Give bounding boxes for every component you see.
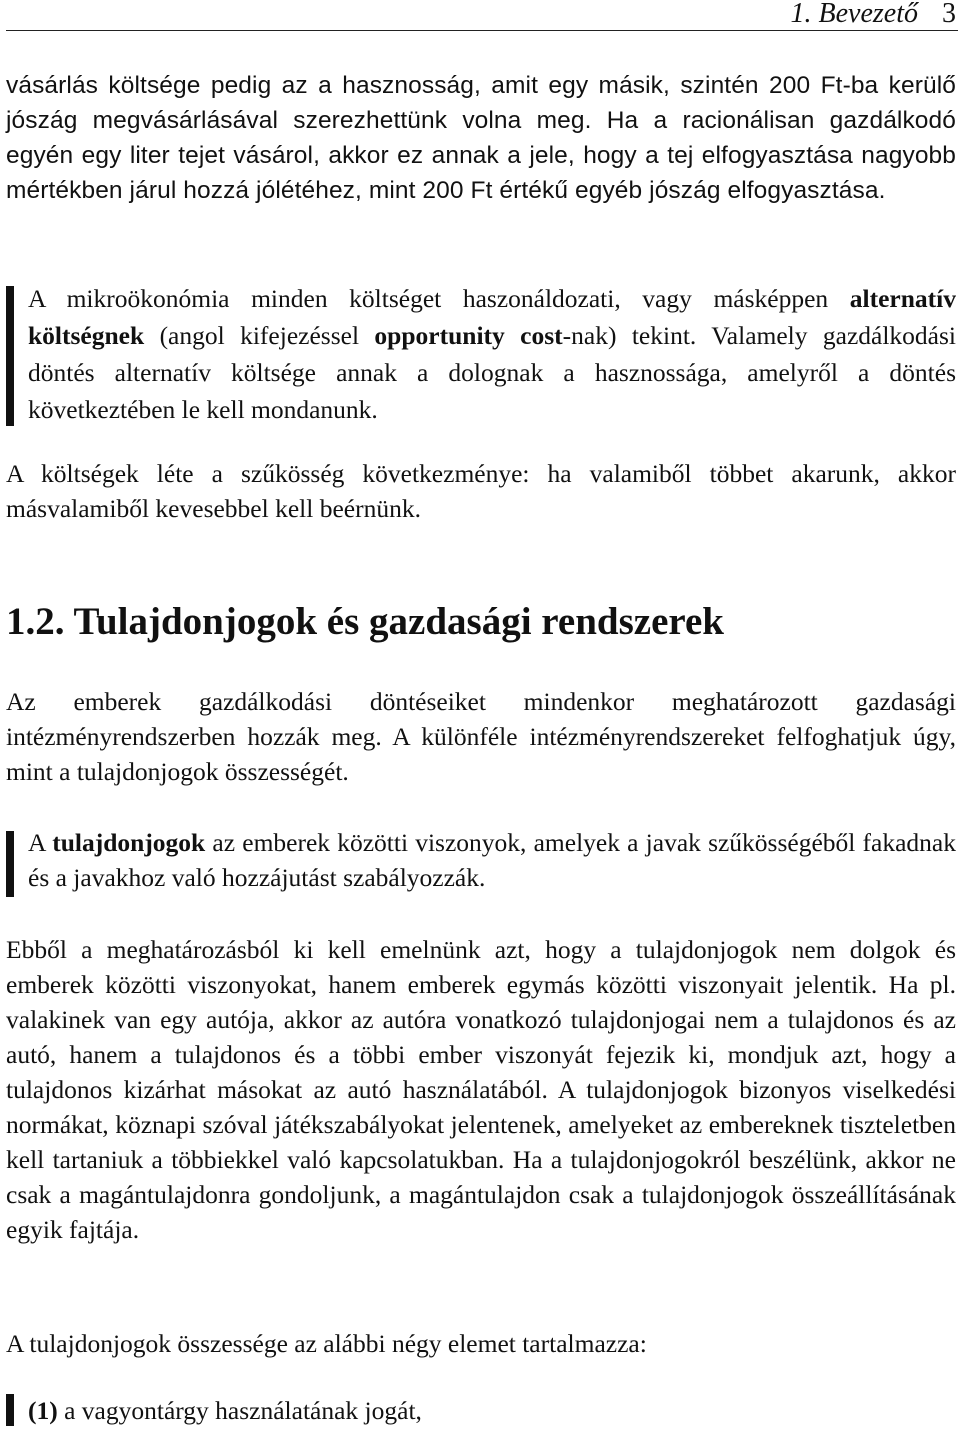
chapter-title: 1. Bevezető [790,0,918,29]
term-property-rights: tulajdonjogok [52,828,206,857]
list-item-text: (1) a vagyontárgy használatának jogát, [28,1396,422,1425]
page-number: 3 [942,0,956,29]
definition-marker-bar [6,831,14,897]
paragraph-cost-continuation: vásárlás költsége pedig az a hasznosság, amit egy másik, szintén 200 Ft-ba kerülő jószág megvásárlásával szerezhettünk volna meg. Ha a racionálisan gazdálkodó egyén egy liter tejet vásárol, akkor ez annak a jele, hogy a tej elfogyasztása nagyobb mértékben járul hozzá jólétéhez, mint 200 Ft értékű egyéb jószág elfogyasztása. [6,72,956,204]
definition-box-opportunity-cost [6,280,958,428]
page-header [6,0,958,31]
paragraph-scarcity: A költségek léte a szűkösség következménye: ha valamiből többet akarunk, akkor másvalamiből kevesebbel kell beérnünk. [6,459,956,523]
paragraph-institutions: Az emberek gazdálkodási döntéseiket mindenkor meghatározott gazdasági intézményrendszerben hozzák meg. A különféle intézményrendszereket felfoghatjuk úgy, mint a tulajdonjogok összességét. [6,687,956,786]
definition-text: A tulajdonjogok az emberek közötti viszonyok, amelyek a javak szűkösségéből fakadnak és a javakhoz való hozzájutást szabályozzák. [28,828,957,892]
term-opportunity-cost: opportunity cost [374,321,563,350]
definition-box-property-rights [6,825,958,895]
list-item-number: (1) [28,1396,58,1425]
definition-marker-bar [6,286,14,426]
definition-text: A mikroökonómia minden költséget haszonáldozati, vagy másképpen alternatív költségnek (angol kifejezéssel opportunity cost-nak) tekint. Valamely gazdálkodási döntés alternatív költsége annak a dolognak a hasznossága, amelyről a döntés következtében le kell mondanunk. [28,284,957,424]
section-heading: 1.2. Tulajdonjogok és gazdasági rendszerek [6,600,724,643]
paragraph-list-intro: A tulajdonjogok összessége az alábbi négy elemet tartalmazza: [6,1329,647,1358]
paragraph-property-rights-explanation: Ebből a meghatározásból ki kell emelnünk azt, hogy a tulajdonjogok nem dolgok és emberek közötti viszonyokat, hanem emberek egymás közötti viszonyait jelentik. Ha pl. valakinek van egy autója, akkor az autóra vonatkozó tulajdonjogai nem a tulajdonos és az autó, hanem a tulajdonos és a többi ember viszonyát fejezik ki, mondjuk azt, hogy a tulajdonos kizárhat másokat az autó használatából. A tulajdonjogok bizonyos viselkedési normákat, köznapi szóval játékszabályokat jelentenek, amelyeket az embereknek tiszteletben kell tartaniuk a többiekkel való kapcsolatukban. Ha a tulajdonjogokról beszélünk, akkor ne csak a magántulajdonra gondoljunk, a magántulajdon csak a tulajdonjogok összeállításának egyik fajtája. [6,935,956,1244]
term-alternative-cost: alternatív költségnek [28,284,956,350]
list-marker-bar [6,1394,14,1426]
list-item-1 [6,1392,958,1429]
